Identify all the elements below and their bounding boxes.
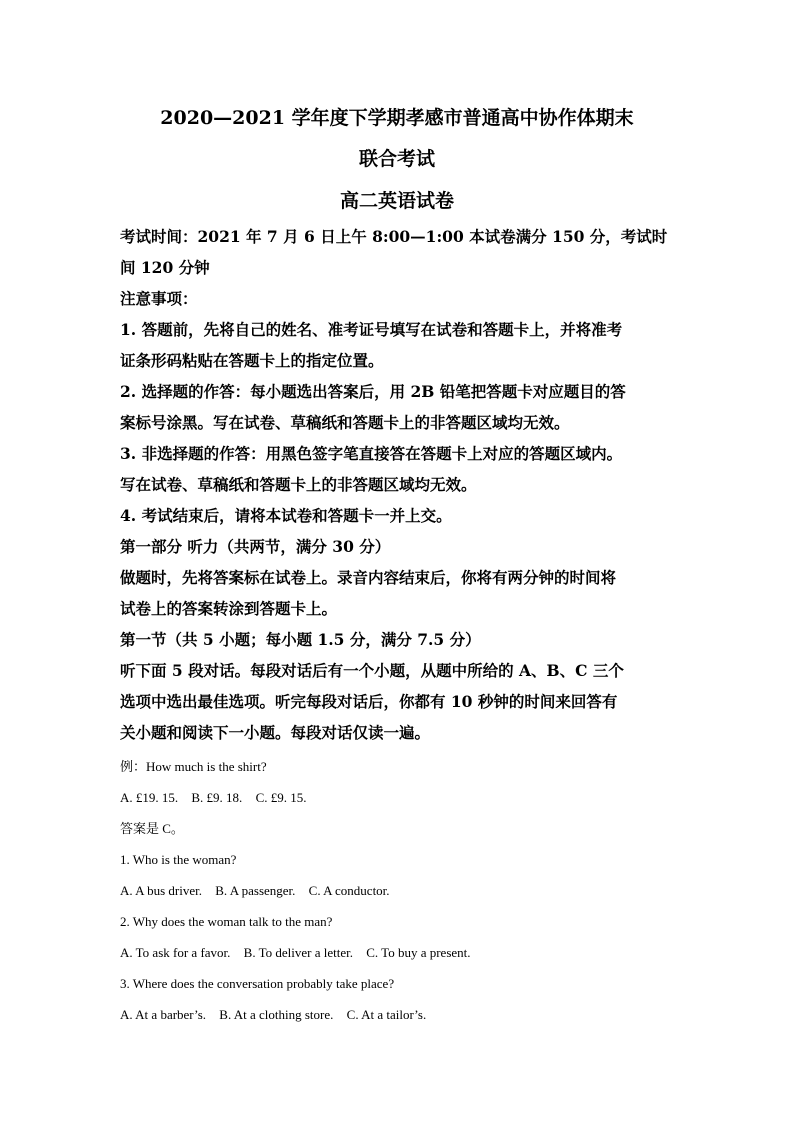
example-options [120, 789, 680, 807]
notes-item2-line2: 案标号涂黑。写在试卷、草稿纸和答题卡上的非答题区域均无效。 [120, 413, 570, 432]
question-3-option-a: A. At a barber’s. [120, 1007, 207, 1022]
exam-info-line2: 间 120 分钟 [120, 258, 210, 277]
part1-instruction-line2: 试卷上的答案转涂到答题卡上。 [120, 599, 338, 618]
question-2-option-c: C. To buy a present. [366, 945, 471, 960]
question-2-options [120, 944, 680, 962]
question-1-options [120, 882, 680, 900]
question-1-option-c: C. A conductor. [308, 883, 390, 898]
notes-item1-line1: 1. 答题前，先将自己的姓名、准考证号填写在试卷和答题卡上，并将准考 [120, 320, 623, 339]
question-2-option-a: A. To ask for a favor. [120, 945, 231, 960]
question-3: 3. Where does the conversation probably take place? [120, 976, 395, 991]
question-1: 1. Who is the woman? [120, 852, 237, 867]
section1-instruction-line3: 关小题和阅读下一小题。每段对话仅读一遍。 [120, 723, 431, 742]
section1-instruction-line2: 选项中选出最佳选项。听完每段对话后，你都有 10 秒钟的时间来回答有 [120, 692, 618, 711]
section1-instruction-line1: 听下面 5 段对话。每段对话后有一个小题，从题中所给的 A、B、C 三个 [120, 661, 624, 680]
question-3-option-b: B. At a clothing store. [219, 1007, 334, 1022]
notes-item2-line1: 2. 选择题的作答：每小题选出答案后，用 2B 铅笔把答题卡对应题目的答 [120, 382, 626, 401]
question-2-option-b: B. To deliver a letter. [243, 945, 353, 960]
question-1-option-a: A. A bus driver. [120, 883, 202, 898]
section1-heading: 第一节（共 5 小题；每小题 1.5 分，满分 7.5 分） [120, 630, 481, 649]
exam-subtitle: 高二英语试卷 [339, 190, 454, 212]
example-question: 例：How much is the shirt? [120, 759, 267, 774]
exam-info-line1: 考试时间：2021 年 7 月 6 日上午 8:00—1:00 本试卷满分 150 分，考试时 [120, 227, 668, 246]
notes-item3-line1: 3. 非选择题的作答：用黑色签字笔直接答在答题卡上对应的答题区域内。 [120, 444, 623, 463]
notes-item1-line2: 证条形码粘贴在答题卡上的指定位置。 [120, 351, 384, 370]
question-3-option-c: C. At a tailor’s. [346, 1007, 427, 1022]
notes-item3-line2: 写在试卷、草稿纸和答题卡上的非答题区域均无效。 [120, 475, 477, 494]
example-option-b: B. £9. 18. [191, 790, 243, 805]
example-option-c: C. £9. 15. [255, 790, 307, 805]
exam-title-line2: 联合考试 [358, 148, 435, 170]
part1-instruction-line1: 做题时，先将答案标在试卷上。录音内容结束后，你将有两分钟的时间将 [120, 568, 617, 587]
part1-heading: 第一部分 听力（共两节，满分 30 分） [120, 537, 391, 556]
question-2: 2. Why does the woman talk to the man? [120, 914, 333, 929]
example-option-a: A. £19. 15. [120, 790, 179, 805]
question-3-options [120, 1006, 680, 1024]
example-answer: 答案是 C。 [120, 821, 184, 836]
exam-title-line1: 2020—2021 学年度下学期孝感市普通高中协作体期末 [160, 107, 634, 129]
notes-heading: 注意事项： [120, 289, 198, 308]
notes-item4: 4. 考试结束后，请将本试卷和答题卡一并上交。 [120, 506, 452, 525]
question-1-option-b: B. A passenger. [215, 883, 296, 898]
